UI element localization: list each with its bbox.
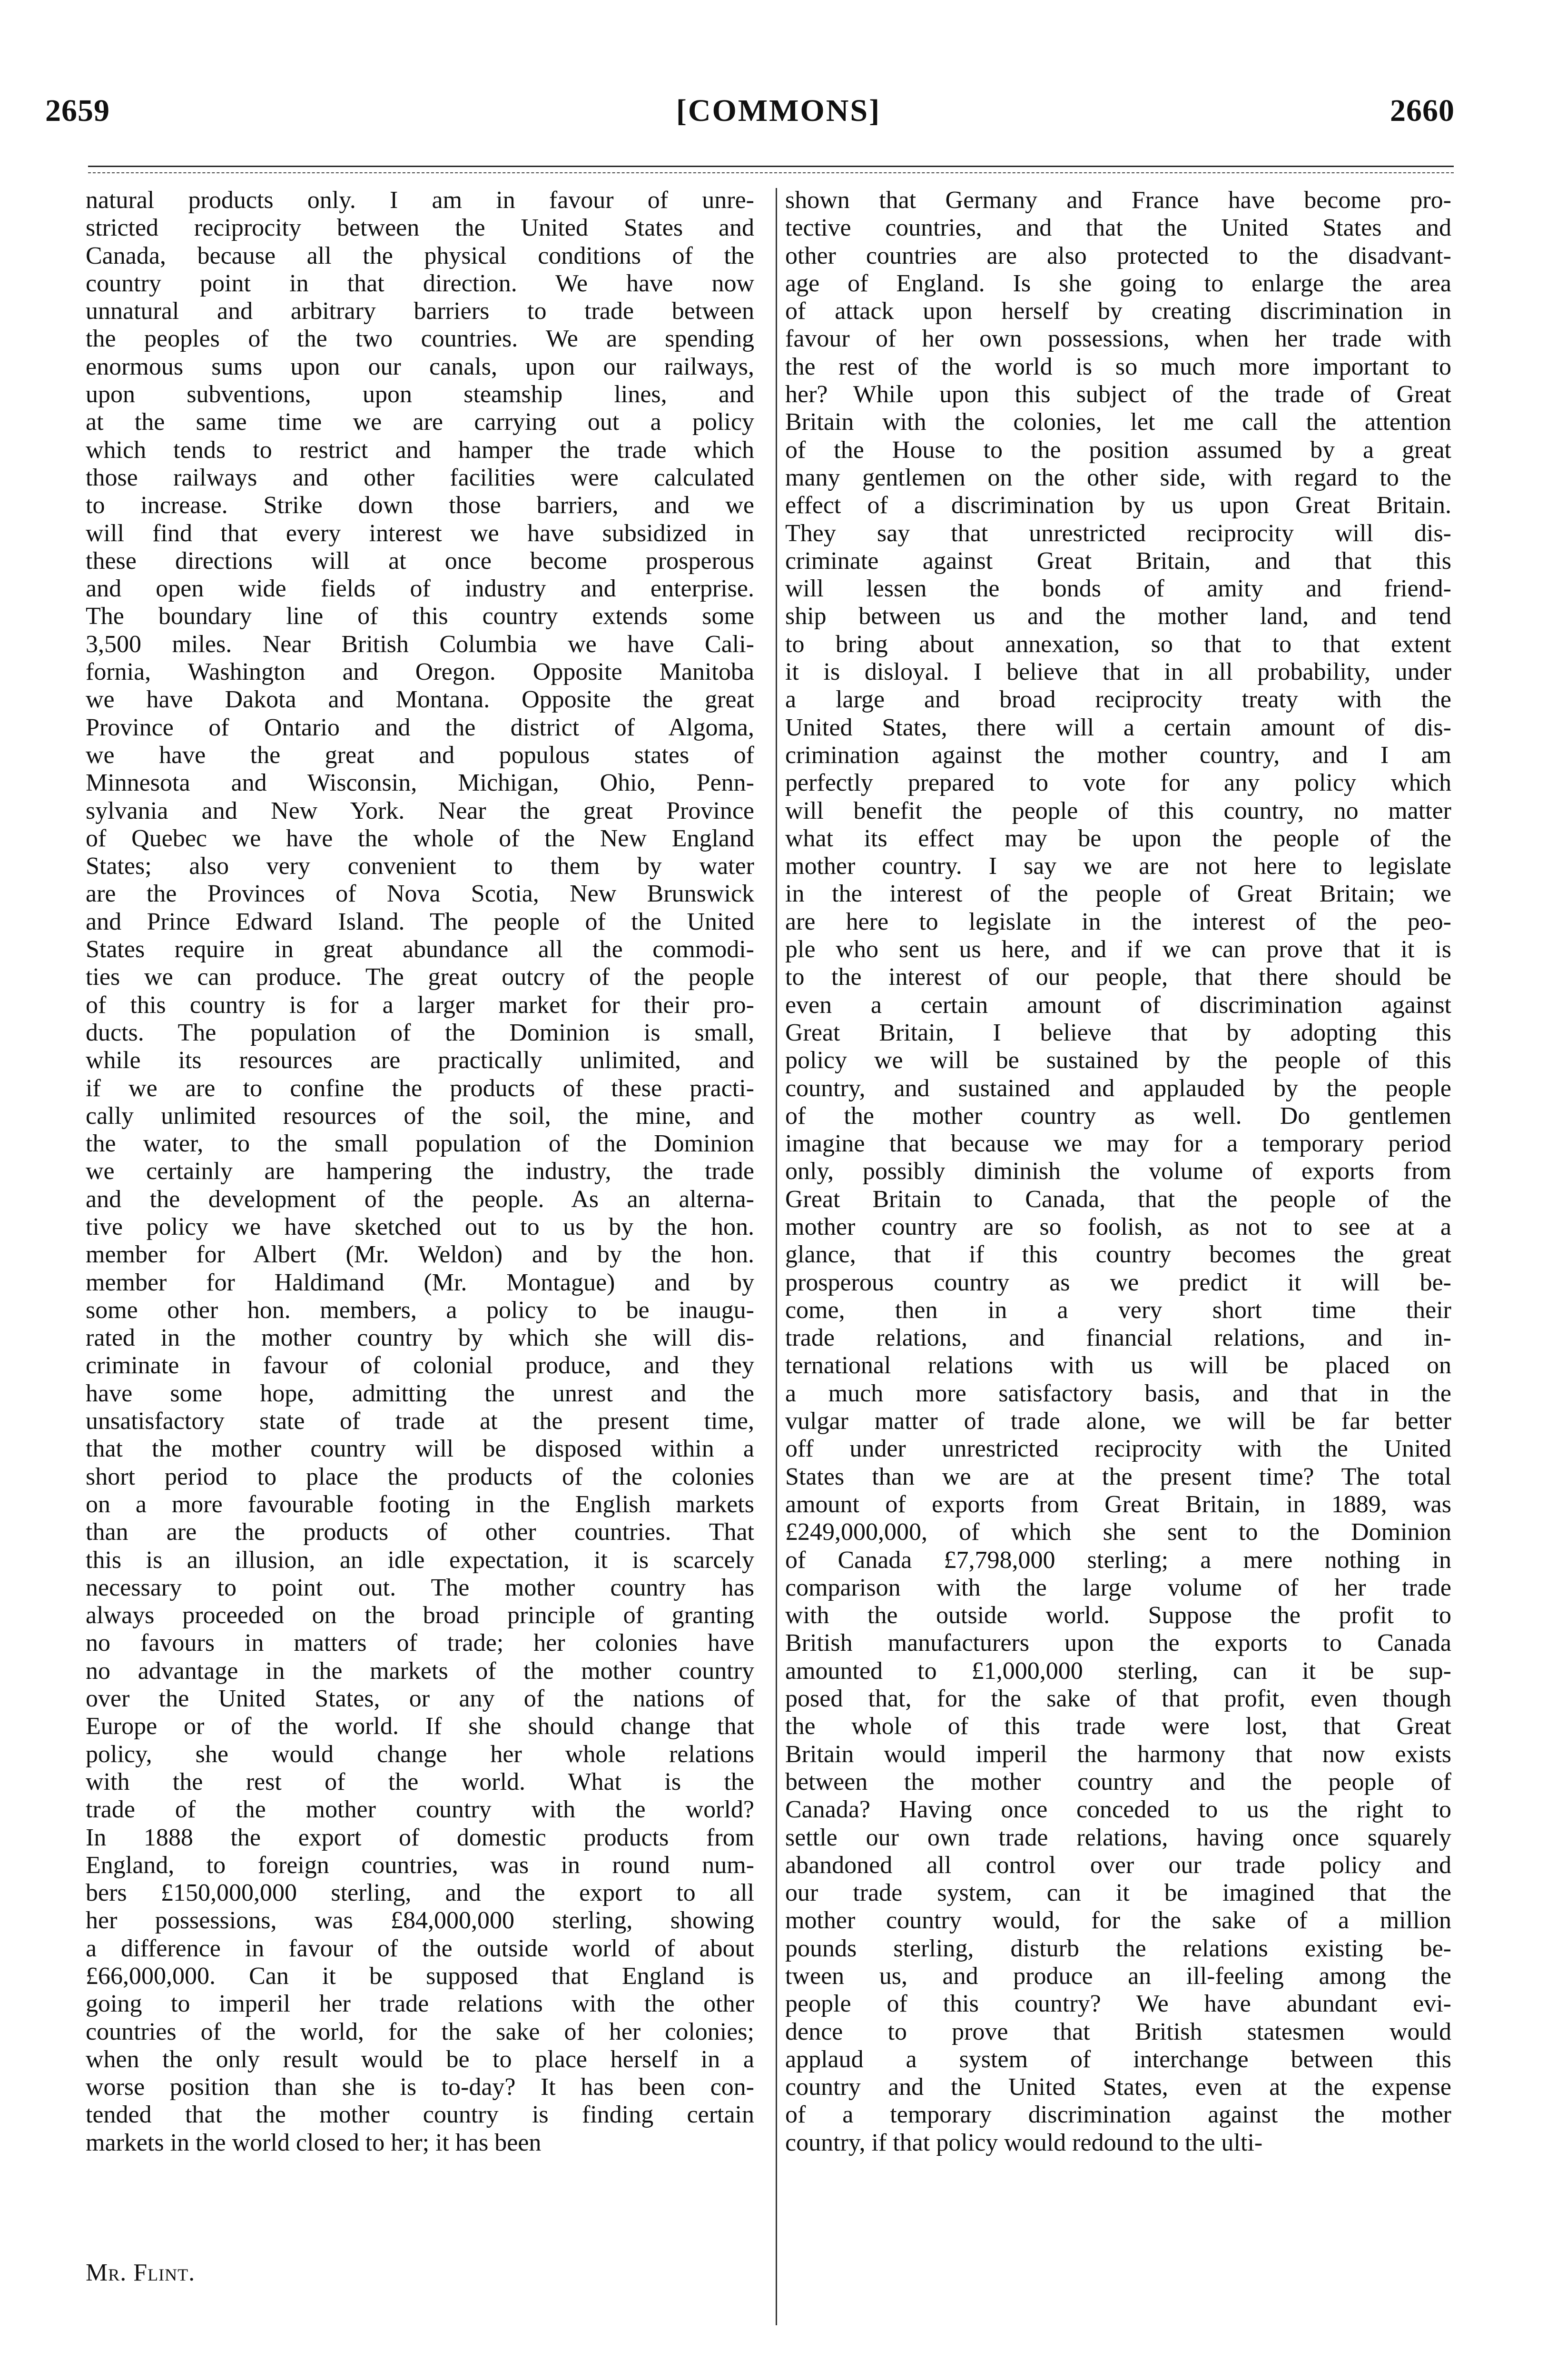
header-rule	[88, 166, 1454, 167]
text-line: these directions will at once become prosperous	[86, 547, 754, 575]
text-line: no favours in matters of trade; her colonies have	[86, 1629, 754, 1657]
text-line: trade of the mother country with the world?	[86, 1796, 754, 1824]
text-line: countries of the world, for the sake of her colonies;	[86, 2018, 754, 2045]
text-line: natural products only. I am in favour of unre-	[86, 187, 754, 214]
text-line: sylvania and New York. Near the great Province	[86, 797, 754, 824]
text-line: unsatisfactory state of trade at the present time,	[86, 1408, 754, 1435]
text-line: over the United States, or any of the nations of	[86, 1685, 754, 1713]
text-line: amounted to £1,000,000 sterling, can it be sup-	[785, 1657, 1451, 1685]
column-divider	[776, 188, 777, 2325]
text-line: pounds sterling, disturb the relations existing be-	[785, 1934, 1451, 1962]
text-line: of the mother country as well. Do gentlemen	[785, 1102, 1451, 1130]
left-column	[86, 187, 754, 2281]
text-line: States; also very convenient to them by water	[86, 853, 754, 880]
text-line: we have Dakota and Montana. Opposite the great	[86, 686, 754, 714]
text-line: our trade system, can it be imagined that the	[785, 1879, 1451, 1907]
text-line: member for Albert (Mr. Weldon) and by the hon.	[86, 1241, 754, 1269]
text-line: going to imperil her trade relations with the other	[86, 1990, 754, 2018]
text-line: people of this country? We have abundant evi-	[785, 1990, 1451, 2018]
text-line: age of England. Is she going to enlarge the area	[785, 269, 1451, 297]
text-line: abandoned all control over our trade policy and	[785, 1851, 1451, 1879]
text-line: upon subventions, upon steamship lines, and	[86, 381, 754, 408]
text-line: than are the products of other countries. That	[86, 1518, 754, 1546]
text-line: country, and sustained and applauded by the people	[785, 1074, 1451, 1102]
text-line: glance, that if this country becomes the great	[785, 1241, 1451, 1269]
text-line: £66,000,000. Can it be supposed that England is	[86, 1963, 754, 1990]
text-line: ducts. The population of the Dominion is small,	[86, 1019, 754, 1046]
text-line: mother country. I say we are not here to legislate	[785, 853, 1451, 880]
text-line: it is disloyal. I believe that in all probability, under	[785, 658, 1451, 686]
text-line: policy, she would change her whole relations	[86, 1740, 754, 1768]
text-line: tive policy we have sketched out to us by the hon.	[86, 1213, 754, 1240]
text-line: are the Provinces of Nova Scotia, New Brunswick	[86, 880, 754, 908]
right-column	[785, 187, 1451, 2281]
text-line: in the interest of the people of Great Britain; we	[785, 880, 1451, 908]
text-line: the rest of the world is so much more important to	[785, 353, 1451, 380]
text-line: and open wide fields of industry and enterprise.	[86, 575, 754, 603]
text-line: Minnesota and Wisconsin, Michigan, Ohio, Penn-	[86, 769, 754, 797]
text-line: of Canada £7,798,000 sterling; a mere nothing in	[785, 1546, 1451, 1574]
text-line: settle our own trade relations, having once squarely	[785, 1824, 1451, 1851]
text-line: only, possibly diminish the volume of exports from	[785, 1158, 1451, 1185]
text-line: will find that every interest we have subsidized in	[86, 519, 754, 547]
text-line: 3,500 miles. Near British Columbia we have Cali-	[86, 630, 754, 658]
text-line: the water, to the small population of the Dominion	[86, 1130, 754, 1158]
text-line: on a more favourable footing in the English markets	[86, 1490, 754, 1518]
text-line: worse position than she is to-day? It has been con-	[86, 2073, 754, 2101]
text-line: markets in the world closed to her; it has been	[86, 2129, 542, 2156]
text-line: will lessen the bonds of amity and friend-	[785, 575, 1451, 603]
text-line: In 1888 the export of domestic products from	[86, 1824, 754, 1851]
text-line: ties we can produce. The great outcry of the people	[86, 963, 754, 991]
text-line: prosperous country as we predict it will be-	[785, 1269, 1451, 1296]
text-line: ternational relations with us will be placed on	[785, 1352, 1451, 1379]
text-line: no advantage in the markets of the mother country	[86, 1657, 754, 1685]
text-line: applaud a system of interchange between this	[785, 2045, 1451, 2073]
text-line: shown that Germany and France have become pro-	[785, 187, 1451, 214]
text-line: to the interest of our people, that there should be	[785, 963, 1451, 991]
text-line: Europe or of the world. If she should change that	[86, 1713, 754, 1740]
text-line: of this country is for a larger market for their pro-	[86, 991, 754, 1019]
text-line: even a certain amount of discrimination against	[785, 991, 1451, 1019]
text-line: to bring about annexation, so that to that extent	[785, 630, 1451, 658]
text-line: unnatural and arbitrary barriers to trade between	[86, 298, 754, 325]
text-line: with the rest of the world. What is the	[86, 1768, 754, 1795]
text-line: tective countries, and that the United States and	[785, 214, 1451, 242]
text-line: what its effect may be upon the people of the	[785, 824, 1451, 852]
text-line: effect of a discrimination by us upon Great Britain.	[785, 492, 1451, 519]
text-line: mother country are so foolish, as not to see at a	[785, 1213, 1451, 1240]
text-line: have some hope, admitting the unrest and the	[86, 1379, 754, 1407]
speaker-name: Mr. Flint.	[86, 2259, 196, 2286]
text-line: States than we are at the present time? The total	[785, 1463, 1451, 1490]
text-line: Britain would imperil the harmony that now exists	[785, 1740, 1451, 1768]
text-line: off under unrestricted reciprocity with the United	[785, 1435, 1451, 1463]
text-line: trade relations, and financial relations, and in-	[785, 1324, 1451, 1352]
text-line: criminate in favour of colonial produce, and they	[86, 1352, 754, 1379]
text-line: the peoples of the two countries. We are spending	[86, 325, 754, 353]
text-line: crimination against the mother country, and I am	[785, 741, 1451, 769]
text-line: criminate against Great Britain, and that this	[785, 547, 1451, 575]
text-line: amount of exports from Great Britain, in 1889, was	[785, 1490, 1451, 1518]
text-line: dence to prove that British statesmen would	[785, 2018, 1451, 2045]
text-line: bers £150,000,000 sterling, and the export to all	[86, 1879, 754, 1907]
text-line: her possessions, was £84,000,000 sterling, showing	[86, 1907, 754, 1934]
text-line: and the development of the people. As an alterna-	[86, 1185, 754, 1213]
text-line: short period to place the products of the colonies	[86, 1463, 754, 1490]
text-line: comparison with the large volume of her trade	[785, 1574, 1451, 1601]
text-line: between the mother country and the people of	[785, 1768, 1451, 1795]
text-line: ship between us and the mother land, and tend	[785, 603, 1451, 630]
text-line: tended that the mother country is finding certain	[86, 2101, 754, 2129]
text-line: we have the great and populous states of	[86, 741, 754, 769]
text-line: of a temporary discrimination against the mother	[785, 2101, 1451, 2129]
text-line: which tends to restrict and hamper the trade which	[86, 436, 754, 464]
text-line: England, to foreign countries, was in round num-	[86, 1851, 754, 1879]
text-line: Britain with the colonies, let me call the attention	[785, 408, 1451, 436]
text-line: United States, there will a certain amount of dis-	[785, 714, 1451, 741]
text-line: of attack upon herself by creating discrimination in	[785, 298, 1451, 325]
speaker-attribution	[86, 2259, 195, 2287]
text-line: country and the United States, even at the expense	[785, 2073, 1451, 2101]
text-line: rated in the mother country by which she will dis-	[86, 1324, 754, 1352]
text-line: Canada, because all the physical conditions of the	[86, 242, 754, 269]
text-line: are here to legislate in the interest of the peo-	[785, 908, 1451, 935]
text-line: with the outside world. Suppose the profit to	[785, 1602, 1451, 1629]
page-number-right: 2660	[1390, 93, 1455, 128]
text-line: her? While upon this subject of the trade of Great	[785, 381, 1451, 408]
page-title: [COMMONS]	[676, 93, 881, 128]
text-line: the whole of this trade were lost, that Great	[785, 1713, 1451, 1740]
text-line: imagine that because we may for a temporary period	[785, 1130, 1451, 1158]
text-line: favour of her own possessions, when her trade with	[785, 325, 1451, 353]
text-line: They say that unrestricted reciprocity will dis-	[785, 519, 1451, 547]
text-line: that the mother country will be disposed within a	[86, 1435, 754, 1463]
text-line: of Quebec we have the whole of the New England	[86, 824, 754, 852]
text-line: vulgar matter of trade alone, we will be far better	[785, 1408, 1451, 1435]
text-line: fornia, Washington and Oregon. Opposite Manitoba	[86, 658, 754, 686]
text-line: will benefit the people of this country, no matter	[785, 797, 1451, 824]
text-line: British manufacturers upon the exports to Canada	[785, 1629, 1451, 1657]
text-line: of the House to the position assumed by a great	[785, 436, 1451, 464]
text-line: and Prince Edward Island. The people of the United	[86, 908, 754, 935]
text-line: we certainly are hampering the industry, the trade	[86, 1158, 754, 1185]
text-line: at the same time we are carrying out a policy	[86, 408, 754, 436]
text-line: stricted reciprocity between the United States and	[86, 214, 754, 242]
text-line: Great Britain to Canada, that the people of the	[785, 1185, 1451, 1213]
text-line: Canada? Having once conceded to us the right to	[785, 1796, 1451, 1824]
header-rule-secondary	[88, 172, 1454, 173]
page-header	[0, 93, 1557, 136]
text-line: a much more satisfactory basis, and that in the	[785, 1379, 1451, 1407]
page-number-left: 2659	[45, 93, 110, 128]
text-line: ple who sent us here, and if we can prove that it is	[785, 936, 1451, 963]
text-line: £249,000,000, of which she sent to the Dominion	[785, 1518, 1451, 1546]
text-line: mother country would, for the sake of a million	[785, 1907, 1451, 1934]
text-line: country, if that policy would redound to the ulti-	[785, 2129, 1263, 2156]
text-line: many gentlemen on the other side, with regard to the	[785, 464, 1451, 491]
text-line: when the only result would be to place herself in a	[86, 2045, 754, 2073]
text-line: while its resources are practically unlimited, and	[86, 1047, 754, 1074]
text-line: tween us, and produce an ill-feeling among the	[785, 1963, 1451, 1990]
text-line: enormous sums upon our canals, upon our railways,	[86, 353, 754, 380]
text-line: States require in great abundance all the commodi-	[86, 936, 754, 963]
text-line: those railways and other facilities were calculated	[86, 464, 754, 491]
text-line: this is an illusion, an idle expectation, it is scarcely	[86, 1546, 754, 1574]
text-line: policy we will be sustained by the people of this	[785, 1047, 1451, 1074]
text-line: a large and broad reciprocity treaty with the	[785, 686, 1451, 714]
text-line: Great Britain, I believe that by adopting this	[785, 1019, 1451, 1046]
text-line: some other hon. members, a policy to be inaugu-	[86, 1296, 754, 1324]
text-line: country point in that direction. We have now	[86, 269, 754, 297]
text-line: perfectly prepared to vote for any policy which	[785, 769, 1451, 797]
text-line: The boundary line of this country extends some	[86, 603, 754, 630]
text-line: always proceeded on the broad principle of granting	[86, 1602, 754, 1629]
text-line: come, then in a very short time their	[785, 1296, 1451, 1324]
text-line: other countries are also protected to the disadvant-	[785, 242, 1451, 269]
text-line: Province of Ontario and the district of Algoma,	[86, 714, 754, 741]
text-line: necessary to point out. The mother country has	[86, 1574, 754, 1601]
text-line: posed that, for the sake of that profit, even though	[785, 1685, 1451, 1713]
text-line: cally unlimited resources of the soil, the mine, and	[86, 1102, 754, 1130]
text-line: if we are to confine the products of these practi-	[86, 1074, 754, 1102]
text-line: member for Haldimand (Mr. Montague) and by	[86, 1269, 754, 1296]
text-line: to increase. Strike down those barriers, and we	[86, 492, 754, 519]
text-line: a difference in favour of the outside world of about	[86, 1934, 754, 1962]
